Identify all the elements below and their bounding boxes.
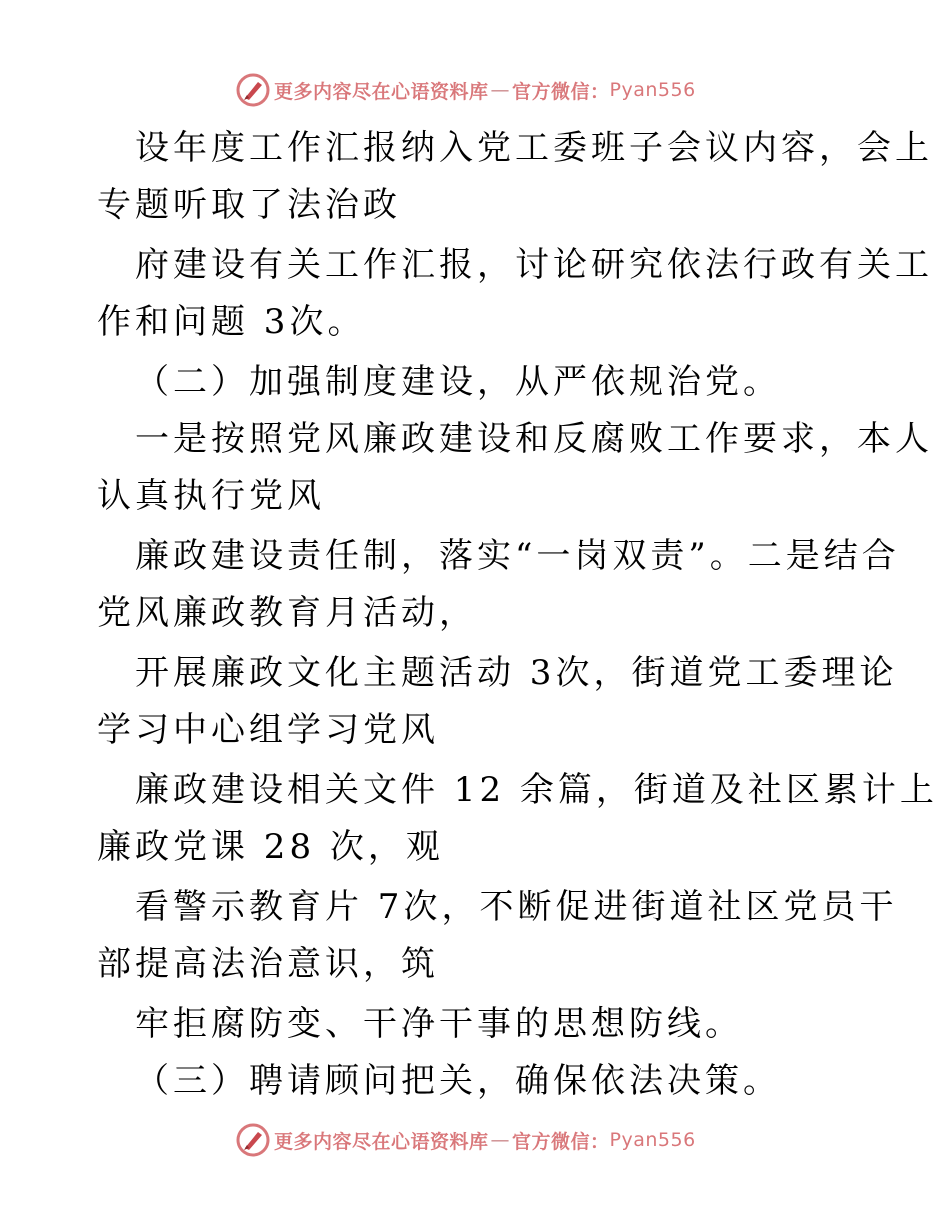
body-line: 一是按照党风廉政建设和反腐败工作要求，本人 (135, 419, 933, 459)
section-heading: （二）加强制度建设，从严依规治党。 (135, 362, 781, 402)
watermark-separator: — (490, 1129, 511, 1151)
section-heading: （三）聘请顾问把关，确保依法决策。 (135, 1061, 781, 1101)
body-line: 廉政建设相关文件 12 余篇，街道及社区累计上 (135, 770, 938, 810)
body-line: 看警示教育片 7次，不断促进街道社区党员干 (135, 887, 898, 927)
body-line: 认真执行党风 (97, 476, 325, 516)
watermark-label: 官方微信： (512, 1130, 610, 1153)
watermark-id: Pyan556 (609, 79, 696, 101)
body-line: 牢拒腐防变、干净干事的思想防线。 (135, 1004, 743, 1044)
body-line: 专题听取了法治政 (97, 185, 401, 225)
watermark-separator: — (490, 79, 511, 101)
body-line: 作和问题 3次。 (97, 302, 366, 342)
watermark-text: 更多内容尽在心语资料库 (274, 1130, 489, 1153)
quill-logo-icon (236, 73, 270, 107)
header-watermark (236, 72, 756, 108)
body-line: 党风廉政教育月活动， (97, 593, 477, 633)
footer-watermark (236, 1122, 756, 1158)
body-line: 学习中心组学习党风 (97, 710, 439, 750)
body-line: 府建设有关工作汇报，讨论研究依法行政有关工 (135, 245, 933, 285)
body-line: 设年度工作汇报纳入党工委班子会议内容，会上 (135, 128, 933, 168)
body-line: 廉政建设责任制，落实“一岗双责”。二是结合 (135, 536, 900, 576)
body-line: 部提高法治意识，筑 (97, 944, 439, 984)
watermark-label: 官方微信： (512, 80, 610, 103)
body-line: 廉政党课 28 次，观 (97, 827, 444, 867)
body-line: 开展廉政文化主题活动 3次，街道党工委理论 (135, 653, 898, 693)
quill-logo-icon (236, 1123, 270, 1157)
watermark-id: Pyan556 (609, 1129, 696, 1151)
watermark-text: 更多内容尽在心语资料库 (274, 80, 489, 103)
